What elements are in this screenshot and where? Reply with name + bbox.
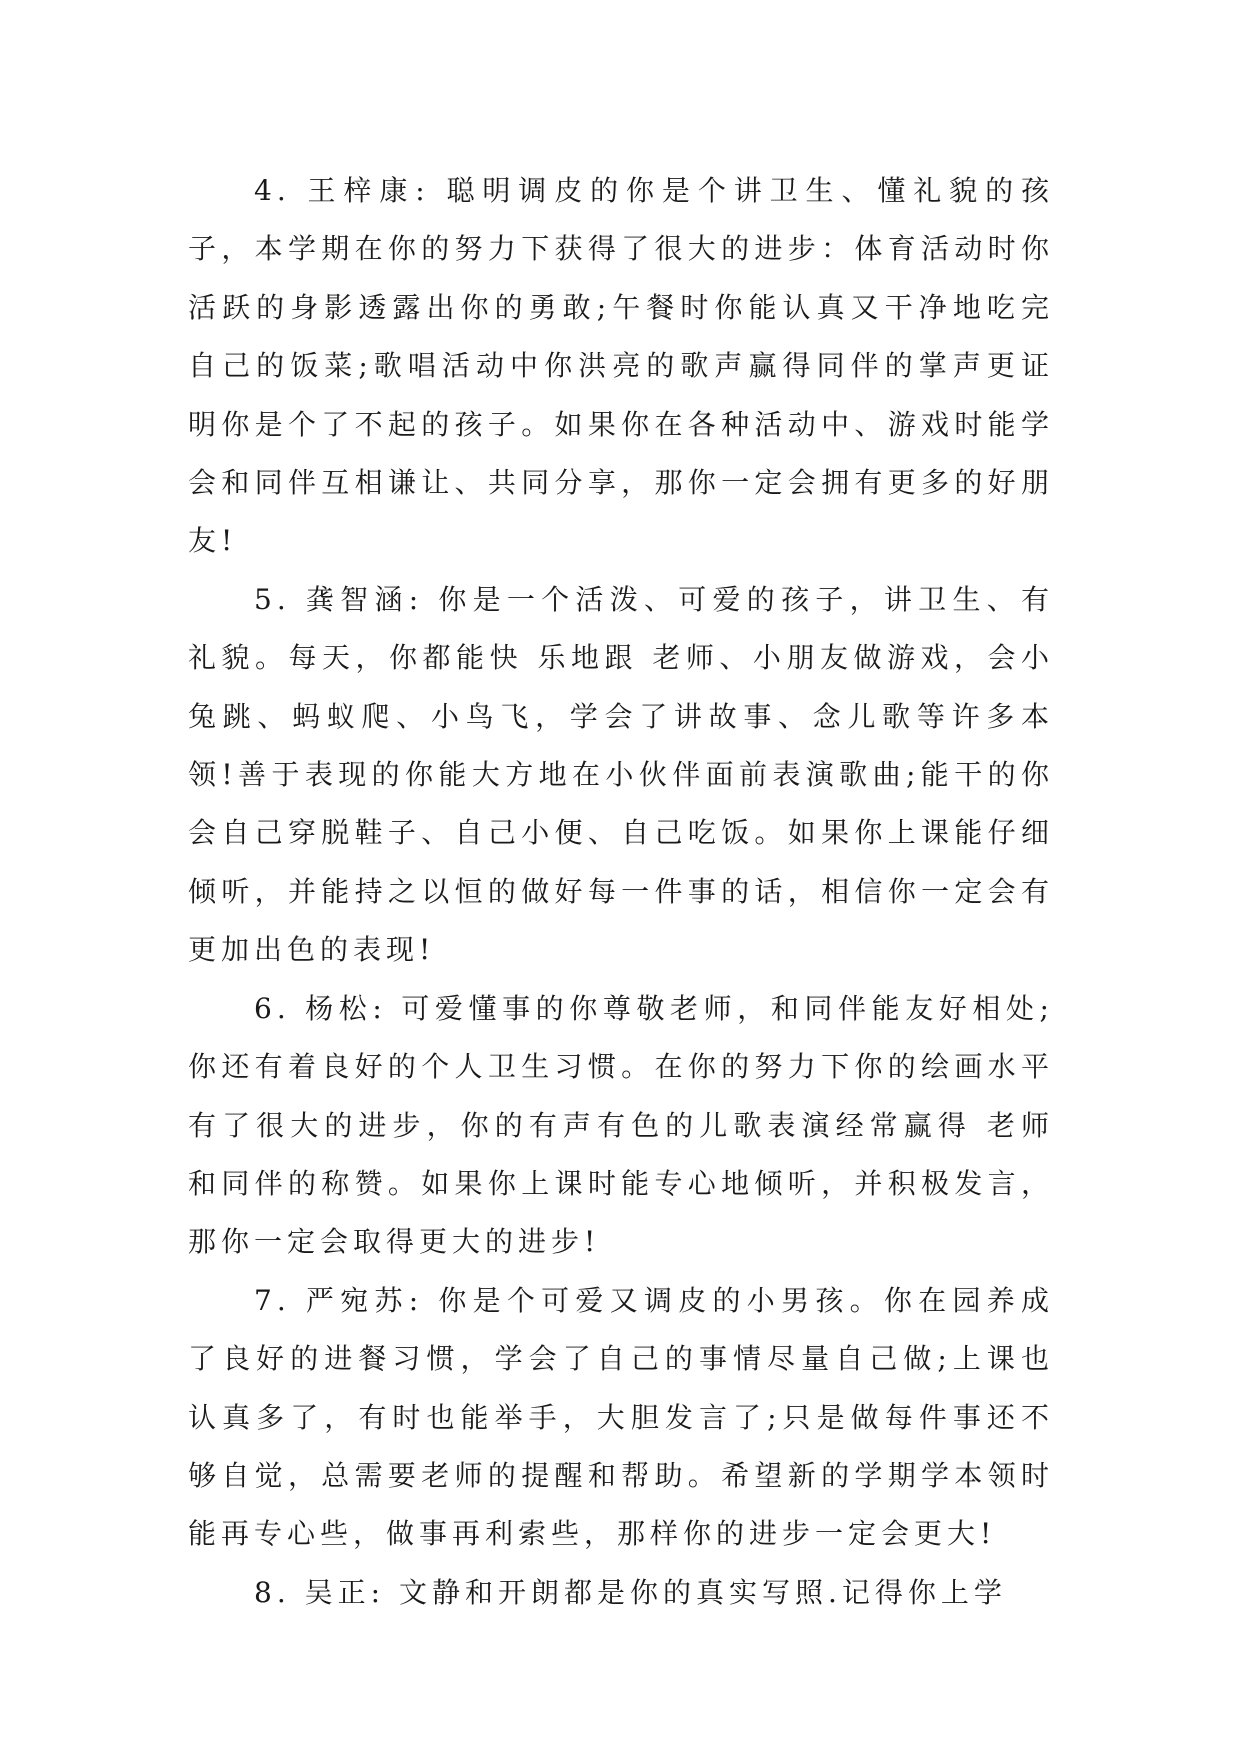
paragraph-item-6: 6. 杨松: 可爱懂事的你尊敬老师，和同伴能友好相处;你还有着良好的个人卫生习惯。在你的努力下你的绘画水平有了很大的进步，你的有声有色的儿歌表演经常赢得 老师和同伴的称赞。如果你上课时能专心地倾听，并积极发言，那你一定会取得更大的进步! [188,991,1054,1259]
paragraph-item-5: 5. 龚智涵: 你是一个活泼、可爱的孩子，讲卫生、有礼貌。每天，你都能快 乐地跟 老师、小朋友做游戏，会小兔跳、蚂蚁爬、小鸟飞，学会了讲故事、念儿歌等许多本领!善于表现的你能大方地在小伙伴面前表演歌曲;能干的你会自己穿脱鞋子、自己小便、自己吃饭。如果你上课能仔细倾听，并能持之以恒的做好每一件事的话，相信你一定会有更加出色的表现! [188,582,1054,967]
document-page [188,162,1054,1622]
paragraph-item-7: 7. 严宛苏: 你是个可爱又调皮的小男孩。你在园养成了良好的进餐习惯，学会了自己的事情尽量自己做;上课也认真多了，有时也能举手，大胆发言了;只是做每件事还不够自觉，总需要老师的提醒和帮助。希望新的学期学本领时能再专心些，做事再利索些，那样你的进步一定会更大! [188,1283,1054,1551]
paragraph-item-8: 8. 吴正: 文静和开朗都是你的真实写照.记得你上学 [254,1575,1007,1609]
paragraph-item-4: 4. 王梓康: 聪明调皮的你是个讲卫生、懂礼貌的孩子，本学期在你的努力下获得了很大的进步：体育活动时你活跃的身影透露出你的勇敢;午餐时你能认真又干净地吃完自己的饭菜;歌唱活动中你洪亮的歌声赢得同伴的掌声更证明你是个了不起的孩子。如果你在各种活动中、游戏时能学会和同伴互相谦让、共同分享，那你一定会拥有更多的好朋友! [188,174,1054,558]
